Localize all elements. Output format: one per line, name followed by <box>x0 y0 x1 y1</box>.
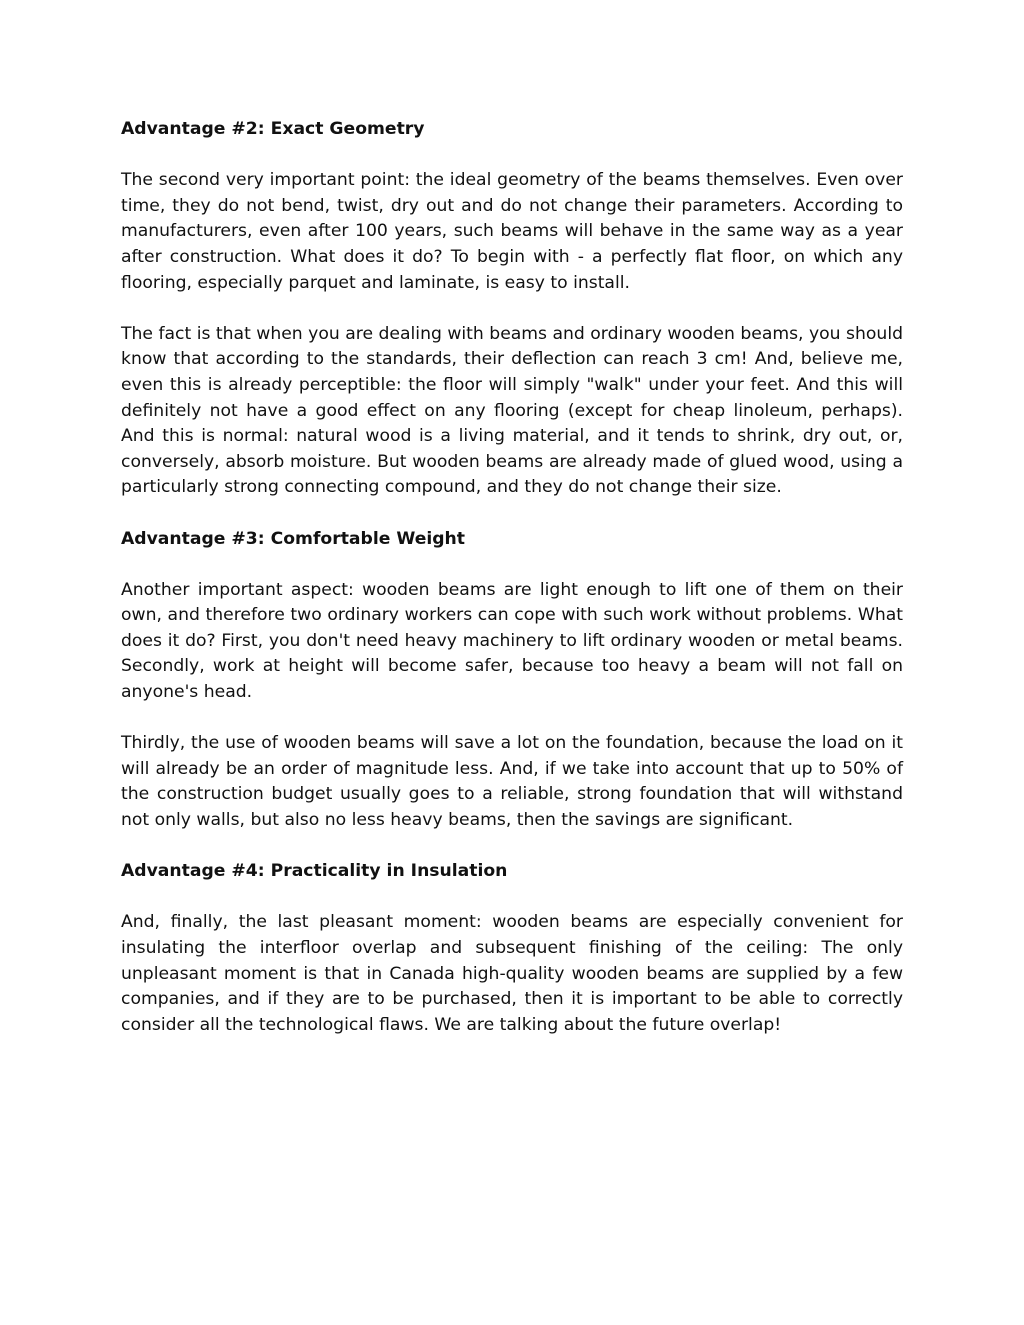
paragraph-comfortable-weight-2: Thirdly, the use of wooden beams will save a lot on the foundation, because the load on it will already be an order of magnitude less. And, if we take into account that up to 50% of the construction budget usually goes to a reliable, strong foundation that will withstand not only walls, but also no less heavy beams, then the savings are significant. <box>121 733 903 831</box>
section-heading-advantage-4: Advantage #4: Practicality in Insulation <box>121 861 508 882</box>
paragraph-insulation-1: And, finally, the last pleasant moment: wooden beams are especially convenient for insulating the interfloor overlap and subsequent finishing of the ceiling: The only unpleasant moment is that in Canada high-quality wooden beams are supplied by a few companies, and if they are to be purchased, then it is important to be able to correctly consider all the technological flaws. We are talking about the future overlap! <box>121 912 903 1035</box>
paragraph-exact-geometry-2: The fact is that when you are dealing with beams and ordinary wooden beams, you should know that according to the standards, their deflection can reach 3 cm! And, believe me, even this is already perceptible: the floor will simply "walk" under your feet. And this will definitely not have a good effect on any flooring (except for cheap linoleum, perhaps). And this is normal: natural wood is a living material, and it tends to shrink, dry out, or, conversely, absorb moisture. But wooden beams are already made of glued wood, using a particularly strong connecting compound, and they do not change their size. <box>121 323 903 498</box>
document-page <box>121 117 903 1064</box>
paragraph-comfortable-weight-1: Another important aspect: wooden beams are light enough to lift one of them on their own, and therefore two ordinary workers can cope with such work without problems. What does it do? First, you don't need heavy machinery to lift ordinary wooden or metal beams. Secondly, work at height will become safer, because too heavy a beam will not fall on anyone's head. <box>121 579 903 703</box>
section-heading-advantage-2: Advantage #2: Exact Geometry <box>121 119 425 139</box>
paragraph-exact-geometry-1: The second very important point: the ideal geometry of the beams themselves. Even over time, they do not bend, twist, dry out and do not change their parameters. According to manufacturers, even after 100 years, such beams will behave in the same way as a year after construction. What does it do? To begin with - a perfectly flat floor, on which any flooring, especially parquet and laminate, is easy to install. <box>121 170 903 293</box>
section-heading-advantage-3: Advantage #3: Comfortable Weight <box>121 528 466 549</box>
